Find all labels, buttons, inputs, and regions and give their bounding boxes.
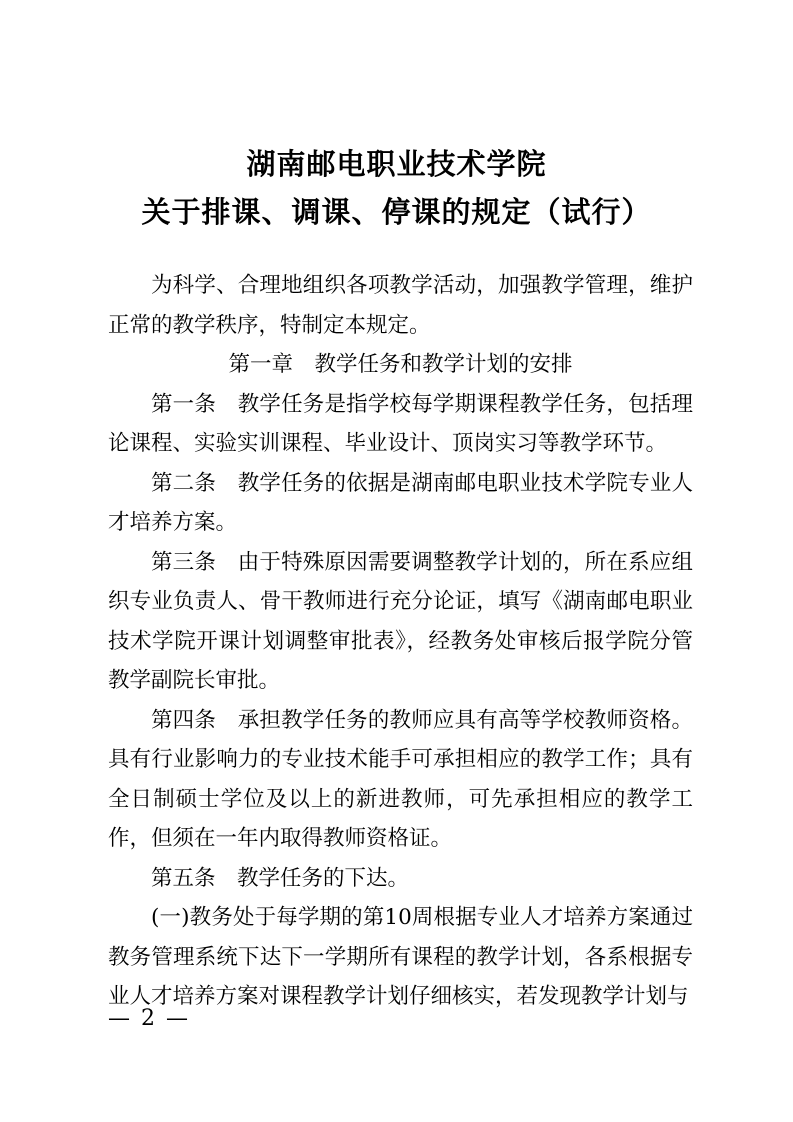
item-1-paragraph: (一)教务处于每学期的第10周根据专业人才培养方案通过教务管理系统下达下一学期所有课程的教学计划，各系根据专业人才培养方案对课程教学计划仔细核实，若发现教学计划与: [108, 905, 693, 1009]
article-3: [108, 543, 693, 701]
intro-paragraph: 为科学、合理地组织各项教学活动，加强教学管理，维护正常的教学秩序，特制定本规定。: [108, 273, 693, 338]
article-text: 教学任务的下达。: [237, 865, 410, 891]
article-text: 教学任务的依据是湖南邮电职业技术学院专业人才培养方案。: [108, 470, 693, 535]
chapter-heading: 第一章 教学任务和教学计划的安排: [228, 352, 573, 377]
document-title-line2: 关于排课、调课、停课的规定（试行）: [141, 195, 652, 229]
article-text: 教学任务是指学校每学期课程教学任务，包括理论课程、实验实训课程、毕业设计、顶岗实习等教学环节。: [108, 391, 693, 456]
document-title-line1: 湖南邮电职业技术学院: [246, 147, 547, 181]
article-label: 第四条: [151, 707, 217, 733]
article-1: [108, 385, 693, 464]
article-4: [108, 701, 693, 859]
article-label: 第五条: [151, 865, 216, 891]
article-label: 第三条: [151, 549, 217, 575]
article-text: 由于特殊原因需要调整教学计划的，所在系应组织专业负责人、骨干教师进行充分论证，填写《湖南邮电职业技术学院开课计划调整审批表》，经教务处审核后报学院分管教学副院长审批。: [108, 549, 693, 693]
article-label: 第一条: [151, 391, 217, 417]
article-5: [108, 859, 693, 899]
article-text: 承担教学任务的教师应具有高等学校教师资格。具有行业影响力的专业技术能手可承担相应的教学工作；具有全日制硕士学位及以上的新进教师，可先承担相应的教学工作，但须在一年内取得教师资格证。: [108, 707, 693, 851]
page-number: — 2 —: [108, 1006, 190, 1031]
document-body: [108, 266, 693, 1017]
article-label: 第二条: [151, 470, 217, 496]
article-2: [108, 464, 693, 543]
